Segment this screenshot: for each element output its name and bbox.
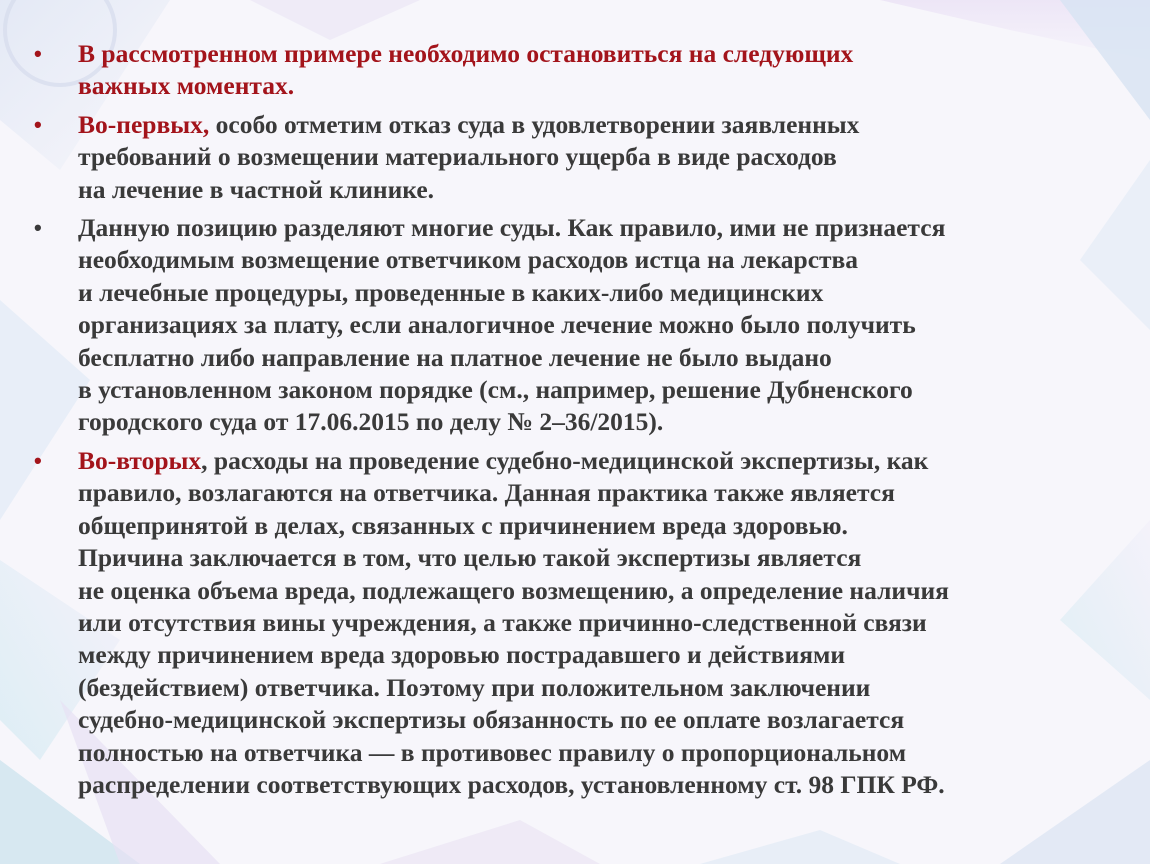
- item-4-line-8: (бездействием) ответчика. Поэтому при положительном заключении: [78, 672, 871, 702]
- bullet-item-1: [30, 38, 1130, 103]
- item-3-line-2: необходимым возмещение ответчиком расходов истца на лекарства: [78, 245, 859, 275]
- item-2-line-3: на лечение в частной клинике.: [78, 174, 435, 204]
- item-4-line-2: правило, возлагаются на ответчика. Данная практика также является: [78, 478, 895, 508]
- bullet-item-3: [30, 212, 1130, 439]
- bullet-marker: •: [34, 41, 42, 66]
- item-4-line-1-text: , расходы на проведение судебно-медицинской экспертизы, как: [201, 445, 929, 475]
- bullet-item-2: [30, 109, 1130, 206]
- item-4-line-1: [78, 445, 1130, 477]
- item-2-line-1-text: особо отметим отказ суда в удовлетворении заявленных: [209, 109, 860, 139]
- item-4-line-9: судебно-медицинской экспертизы обязанность по ее оплате возлагается: [78, 705, 905, 735]
- item-4-line-4: Причина заключается в том, что целью такой экспертизы является: [78, 543, 862, 573]
- item-3-line-5: бесплатно либо направление на платное лечение не было выдано: [78, 342, 832, 372]
- item-4-line-5: не оценка объема вреда, подлежащего возмещению, а определение наличия: [78, 575, 949, 605]
- bullet-marker: •: [34, 215, 42, 241]
- item-4-line-11: распределении соответствующих расходов, установленному ст. 98 ГПК РФ.: [78, 769, 945, 799]
- bullet-marker: •: [34, 447, 42, 473]
- item-3-line-4: организациях за плату, если аналогичное лечение можно было получить: [78, 310, 916, 340]
- item-4-line-10: полностью на ответчика — в противовес правилу о пропорциональном: [78, 737, 907, 767]
- item-2-line-1: [78, 109, 1130, 141]
- item-3-line-1: Данную позицию разделяют многие суды. Как правило, ими не признается: [78, 213, 946, 243]
- slide-content: [30, 38, 1130, 807]
- item-1-line-2: важных моментах.: [78, 71, 295, 101]
- item-3-line-7: городского суда от 17.06.2015 по делу № 2–36/2015).: [78, 407, 664, 437]
- item-4-line-7: между причинением вреда здоровью пострадавшего и действиями: [78, 640, 846, 670]
- bullet-item-4: [30, 445, 1130, 801]
- item-2-line-2: требований о возмещении материального ущерба в виде расходов: [78, 142, 837, 172]
- item-4-lead: Во-вторых: [78, 445, 202, 475]
- bullet-marker: •: [34, 111, 42, 137]
- item-2-lead: Во-первых,: [78, 109, 210, 139]
- item-4-line-6: или отсутствия вины учреждения, а также причинно-следственной связи: [78, 607, 927, 637]
- item-3-line-3: и лечебные процедуры, проведенные в каких-либо медицинских: [78, 277, 824, 307]
- item-3-line-6: в установленном законом порядке (см., например, решение Дубненского: [78, 375, 913, 405]
- item-4-line-3: общепринятой в делах, связанных с причинением вреда здоровью.: [78, 510, 848, 540]
- item-1-line-1: В рассмотренном примере необходимо остановиться на следующих: [78, 39, 854, 68]
